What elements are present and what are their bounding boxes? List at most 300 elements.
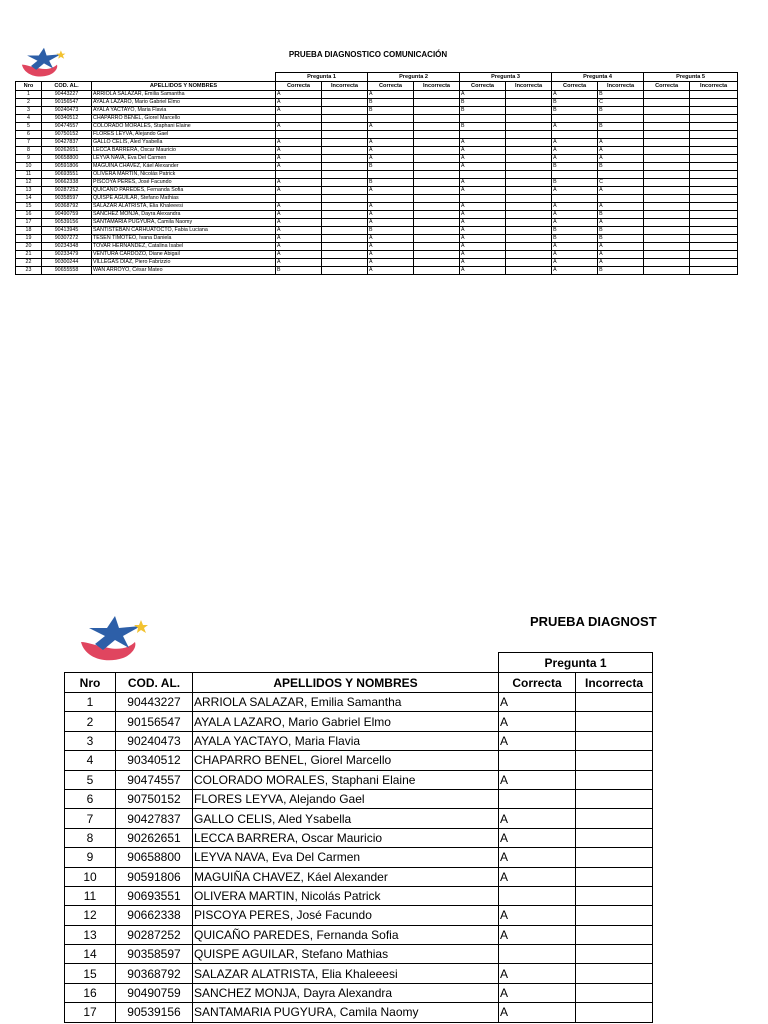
cell-answer: B [552, 99, 598, 107]
cell-nombre: ARRIOLA SALAZAR, Emilia Samantha [92, 91, 276, 99]
cell-answer [276, 115, 322, 123]
cell-answer [644, 235, 690, 243]
cell-answer [690, 123, 738, 131]
header-incorrecta: Incorrecta [598, 82, 644, 91]
cell-answer: A [276, 251, 322, 259]
cell-answer: A [598, 155, 644, 163]
cell-answer [499, 789, 576, 808]
table-row [16, 163, 738, 171]
header-incorrecta: Incorrecta [576, 673, 653, 693]
cell-answer: A [499, 828, 576, 847]
table-row [65, 712, 653, 731]
cell-cod: 90662338 [116, 906, 193, 925]
cell-nro: 13 [16, 187, 42, 195]
cell-answer [506, 99, 552, 107]
cell-nombre: QUISPE AGUILAR, Stefano Mathias [193, 945, 499, 964]
cell-answer [690, 195, 738, 203]
cell-answer [322, 203, 368, 211]
cell-nro: 5 [65, 770, 116, 789]
cell-answer [499, 751, 576, 770]
table-row [16, 235, 738, 243]
table-row [65, 886, 653, 905]
cell-answer [414, 187, 460, 195]
cell-nombre: PISCOYA PERES, José Facundo [92, 179, 276, 187]
cell-answer [576, 983, 653, 1002]
cell-answer: A [552, 203, 598, 211]
cell-answer: A [598, 187, 644, 195]
header-row-columns [65, 673, 653, 693]
cell-nombre: AYALA YACTAYO, Maria Flavia [193, 731, 499, 750]
cell-answer [506, 235, 552, 243]
cell-answer [644, 203, 690, 211]
cell-answer [460, 131, 506, 139]
cell-answer [576, 964, 653, 983]
header-pregunta: Pregunta 3 [460, 73, 552, 82]
cell-nro: 22 [16, 259, 42, 267]
cell-answer [690, 227, 738, 235]
cell-answer [414, 147, 460, 155]
cell-cod: 90591806 [42, 163, 92, 171]
cell-cod: 90427837 [42, 139, 92, 147]
cell-nombre: QUICAÑO PAREDES, Fernanda Sofia [193, 925, 499, 944]
cell-answer [644, 259, 690, 267]
cell-answer: A [499, 848, 576, 867]
cell-cod: 90287252 [116, 925, 193, 944]
cell-cod: 90443227 [116, 693, 193, 712]
cell-cod: 90490759 [116, 983, 193, 1002]
cell-answer [322, 107, 368, 115]
cell-answer [322, 99, 368, 107]
cell-nro: 10 [16, 163, 42, 171]
header-pregunta: Pregunta 5 [644, 73, 738, 82]
cell-answer [322, 147, 368, 155]
header-nombres: APELLIDOS Y NOMBRES [92, 82, 276, 91]
cell-nro: 6 [16, 131, 42, 139]
cell-answer [644, 115, 690, 123]
cell-answer [414, 163, 460, 171]
cell-answer: A [460, 235, 506, 243]
cell-nombre: LEYVA NAVA, Eva Del Carmen [92, 155, 276, 163]
table-row [65, 789, 653, 808]
cell-answer: A [598, 251, 644, 259]
table-row [65, 828, 653, 847]
cell-answer [644, 267, 690, 275]
cell-answer: A [499, 906, 576, 925]
cell-answer [690, 115, 738, 123]
cell-answer: A [552, 267, 598, 275]
cell-answer: A [276, 211, 322, 219]
cell-answer [322, 163, 368, 171]
table-row [65, 906, 653, 925]
cell-answer: A [368, 155, 414, 163]
cell-answer [598, 171, 644, 179]
cell-answer [598, 115, 644, 123]
cell-nombre: FLORES LEYVA, Alejando Gael [193, 789, 499, 808]
header-correcta: Correcta [552, 82, 598, 91]
cell-answer [576, 693, 653, 712]
cell-nombre: MAGUIÑA CHAVEZ, Káel Alexander [193, 867, 499, 886]
cell-answer [690, 211, 738, 219]
cell-nro: 17 [16, 219, 42, 227]
cell-cod: 90474557 [116, 770, 193, 789]
cell-nro: 16 [16, 211, 42, 219]
cell-nombre: VILLEGAS DIAZ, Piero Fabrizzio [92, 259, 276, 267]
cell-cod: 90240473 [116, 731, 193, 750]
table-row [16, 123, 738, 131]
cell-answer: A [499, 925, 576, 944]
table-row [16, 259, 738, 267]
cell-answer [506, 203, 552, 211]
cell-cod: 90693551 [42, 171, 92, 179]
cell-nombre: COLORADO MORALES, Staphani Elaine [193, 770, 499, 789]
cell-answer: A [552, 147, 598, 155]
cell-answer [576, 809, 653, 828]
table-row [16, 195, 738, 203]
cell-cod: 90413945 [42, 227, 92, 235]
cell-cod: 90156547 [116, 712, 193, 731]
cell-nombre: CHAPARRO BENEL, Giorel Marcello [193, 751, 499, 770]
cell-nro: 5 [16, 123, 42, 131]
cell-answer [322, 155, 368, 163]
cell-answer: A [552, 139, 598, 147]
cell-answer: B [368, 99, 414, 107]
cell-answer: B [598, 163, 644, 171]
cell-answer: A [368, 235, 414, 243]
cell-answer [690, 91, 738, 99]
cell-answer: A [598, 203, 644, 211]
cell-answer [414, 251, 460, 259]
cell-answer [644, 163, 690, 171]
sheet-zoom [0, 600, 768, 1024]
cell-nombre: MAGUIÑA CHAVEZ, Káel Alexander [92, 163, 276, 171]
cell-cod: 90750152 [116, 789, 193, 808]
table-row [65, 983, 653, 1002]
cell-nombre: SANTAMARIA PUGYURA, Camila Naomy [193, 1003, 499, 1022]
cell-answer: A [276, 163, 322, 171]
cell-answer: B [552, 107, 598, 115]
cell-answer: A [460, 163, 506, 171]
table-row [65, 770, 653, 789]
cell-answer: A [460, 179, 506, 187]
cell-answer [576, 1003, 653, 1022]
cell-nombre: FLORES LEYVA, Alejando Gael [92, 131, 276, 139]
cell-answer [690, 179, 738, 187]
cell-answer [644, 187, 690, 195]
cell-answer: A [499, 983, 576, 1002]
cell-answer: A [552, 211, 598, 219]
table-row [65, 1003, 653, 1022]
table-row [16, 115, 738, 123]
cell-cod: 90262651 [42, 147, 92, 155]
header-nro: Nro [65, 673, 116, 693]
cell-answer: A [499, 770, 576, 789]
cell-answer: C [598, 99, 644, 107]
cell-nombre: CHAPARRO BENEL, Giorel Marcello [92, 115, 276, 123]
cell-answer [576, 925, 653, 944]
cell-nro: 14 [65, 945, 116, 964]
cell-answer: B [460, 123, 506, 131]
cell-answer [368, 171, 414, 179]
cell-answer [322, 123, 368, 131]
cell-cod: 90490759 [42, 211, 92, 219]
cell-cod: 90234348 [42, 243, 92, 251]
cell-answer: B [552, 227, 598, 235]
cell-answer: A [276, 147, 322, 155]
cell-answer [644, 179, 690, 187]
cell-nombre: WAN ARROYO, César Mateo [92, 267, 276, 275]
cell-answer [414, 91, 460, 99]
cell-cod: 90287252 [42, 187, 92, 195]
cell-cod: 90368792 [42, 203, 92, 211]
cell-answer [598, 131, 644, 139]
cell-answer [322, 115, 368, 123]
cell-nombre: QUICAÑO PAREDES, Fernanda Sofia [92, 187, 276, 195]
cell-answer [506, 123, 552, 131]
cell-answer: A [499, 964, 576, 983]
cell-nombre: TESEN TIMOTEO, Ivana Daniela [92, 235, 276, 243]
header-blank [16, 73, 276, 82]
table-row [16, 179, 738, 187]
cell-answer [414, 99, 460, 107]
cell-answer [414, 139, 460, 147]
cell-answer: A [276, 203, 322, 211]
cell-nro: 23 [16, 267, 42, 275]
cell-answer [414, 107, 460, 115]
header-incorrecta: Incorrecta [414, 82, 460, 91]
cell-answer: B [598, 91, 644, 99]
cell-answer: A [499, 1003, 576, 1022]
cell-answer: A [460, 211, 506, 219]
cell-nro: 11 [65, 886, 116, 905]
cell-answer [460, 115, 506, 123]
cell-answer: A [598, 219, 644, 227]
cell-answer [460, 195, 506, 203]
cell-nro: 8 [16, 147, 42, 155]
cell-answer: A [460, 227, 506, 235]
cell-nro: 15 [16, 203, 42, 211]
cell-cod: 90474557 [42, 123, 92, 131]
cell-answer [506, 187, 552, 195]
cell-nombre: ARRIOLA SALAZAR, Emilia Samantha [193, 693, 499, 712]
cell-nro: 1 [16, 91, 42, 99]
header-row-preguntas [16, 73, 738, 82]
cell-nombre: PISCOYA PERES, José Facundo [193, 906, 499, 925]
cell-answer [322, 139, 368, 147]
cell-cod: 90233479 [42, 251, 92, 259]
cell-answer [506, 211, 552, 219]
cell-answer [322, 243, 368, 251]
cell-answer: A [368, 211, 414, 219]
cell-answer: A [552, 251, 598, 259]
cell-answer [460, 171, 506, 179]
cell-nro: 17 [65, 1003, 116, 1022]
cell-answer [644, 91, 690, 99]
cell-answer: B [598, 211, 644, 219]
table-row [65, 867, 653, 886]
page-title-zoom: PRUEBA DIAGNOST [530, 614, 657, 629]
table-row [16, 267, 738, 275]
cell-nombre: TOVAR HERNANDEZ, Catalina Isabel [92, 243, 276, 251]
cell-cod: 90240473 [42, 107, 92, 115]
cell-answer [690, 243, 738, 251]
cell-cod: 90539156 [116, 1003, 193, 1022]
cell-answer: A [499, 867, 576, 886]
cell-answer [644, 171, 690, 179]
cell-answer [644, 99, 690, 107]
cell-answer [322, 195, 368, 203]
cell-nombre: SANCHEZ MONJA, Dayra Alexandra [92, 211, 276, 219]
cell-answer [690, 107, 738, 115]
cell-answer: A [276, 219, 322, 227]
cell-answer [506, 251, 552, 259]
cell-cod: 90662338 [42, 179, 92, 187]
cell-cod: 90156547 [42, 99, 92, 107]
cell-answer [690, 203, 738, 211]
header-correcta: Correcta [460, 82, 506, 91]
cell-answer [499, 886, 576, 905]
cell-answer: A [460, 203, 506, 211]
cell-answer [414, 123, 460, 131]
cell-answer [322, 171, 368, 179]
cell-nombre: QUISPE AGUILAR, Stefano Mathias [92, 195, 276, 203]
cell-nro: 4 [16, 115, 42, 123]
cell-answer: A [368, 267, 414, 275]
cell-answer: A [368, 187, 414, 195]
table-row [16, 91, 738, 99]
header-nombres: APELLIDOS Y NOMBRES [193, 673, 499, 693]
cell-answer [414, 259, 460, 267]
cell-answer [506, 195, 552, 203]
cell-answer [506, 179, 552, 187]
cell-answer: B [368, 163, 414, 171]
cell-answer [414, 211, 460, 219]
cell-answer: A [460, 219, 506, 227]
header-correcta: Correcta [276, 82, 322, 91]
cell-answer [506, 131, 552, 139]
cell-nro: 9 [65, 848, 116, 867]
cell-nro: 14 [16, 195, 42, 203]
cell-answer [506, 243, 552, 251]
cell-nombre: SANTAMARIA PUGYURA, Camila Naomy [92, 219, 276, 227]
cell-nombre: GALLO CELIS, Aled Ysabella [193, 809, 499, 828]
cell-answer: B [368, 227, 414, 235]
cell-answer [506, 259, 552, 267]
cell-answer [552, 195, 598, 203]
cell-answer [414, 243, 460, 251]
cell-answer [576, 886, 653, 905]
cell-answer [368, 131, 414, 139]
cell-answer [644, 211, 690, 219]
cell-answer [644, 251, 690, 259]
cell-answer: A [368, 91, 414, 99]
cell-answer: A [598, 147, 644, 155]
table-row [16, 155, 738, 163]
cell-nombre: GALLO CELIS, Aled Ysabella [92, 139, 276, 147]
cell-nro: 7 [16, 139, 42, 147]
cell-answer [322, 219, 368, 227]
cell-answer [322, 259, 368, 267]
header-pregunta: Pregunta 1 [276, 73, 368, 82]
cell-nro: 2 [65, 712, 116, 731]
header-correcta: Correcta [368, 82, 414, 91]
cell-nro: 12 [65, 906, 116, 925]
cell-answer [322, 211, 368, 219]
cell-answer [506, 219, 552, 227]
cell-answer [322, 251, 368, 259]
cell-cod: 90427837 [116, 809, 193, 828]
cell-answer: A [276, 123, 322, 131]
cell-nombre: SALAZAR ALATRISTA, Elia Khaleeesi [193, 964, 499, 983]
table-row [16, 243, 738, 251]
cell-nro: 8 [65, 828, 116, 847]
cell-answer [414, 115, 460, 123]
cell-answer: A [460, 267, 506, 275]
cell-cod: 90658800 [116, 848, 193, 867]
cell-answer [414, 203, 460, 211]
cell-answer [690, 155, 738, 163]
cell-answer: A [276, 99, 322, 107]
cell-answer: A [552, 91, 598, 99]
cell-answer [690, 147, 738, 155]
cell-answer: A [552, 155, 598, 163]
cell-answer [576, 906, 653, 925]
cell-cod: 90340512 [116, 751, 193, 770]
cell-nro: 18 [16, 227, 42, 235]
cell-nro: 7 [65, 809, 116, 828]
cell-answer: B [276, 267, 322, 275]
cell-answer [576, 712, 653, 731]
table-row [16, 187, 738, 195]
cell-answer [690, 219, 738, 227]
cell-cod: 90262651 [116, 828, 193, 847]
cell-cod: 90655558 [42, 267, 92, 275]
cell-answer [690, 267, 738, 275]
cell-answer [506, 163, 552, 171]
cell-answer: A [460, 155, 506, 163]
cell-nro: 2 [16, 99, 42, 107]
cell-nro: 3 [16, 107, 42, 115]
table-row [16, 131, 738, 139]
cell-answer [576, 789, 653, 808]
cell-answer: B [552, 235, 598, 243]
cell-answer [414, 235, 460, 243]
table-row [65, 925, 653, 944]
cell-nombre: LECCA BARRERA, Oscar Mauricio [193, 828, 499, 847]
cell-nombre: OLIVERA MARTIN, Nicolás Patrick [193, 886, 499, 905]
cell-answer [552, 171, 598, 179]
table-row [16, 171, 738, 179]
page-title: PRUEBA DIAGNOSTICO COMUNICACIÓN [288, 50, 448, 59]
cell-answer [690, 251, 738, 259]
cell-answer [414, 267, 460, 275]
cell-nombre: SALAZAR ALATRISTA, Elia Khaleeesi [92, 203, 276, 211]
cell-answer: A [598, 139, 644, 147]
cell-answer [552, 131, 598, 139]
cell-answer [322, 131, 368, 139]
cell-answer [506, 115, 552, 123]
header-incorrecta: Incorrecta [506, 82, 552, 91]
header-correcta: Correcta [499, 673, 576, 693]
table-row [65, 945, 653, 964]
table-row [65, 751, 653, 770]
cell-nombre: SANTISTEBAN CARHUATOCTO, Fabia Luciana [92, 227, 276, 235]
cell-answer [322, 187, 368, 195]
cell-cod: 90307272 [42, 235, 92, 243]
header-cod: COD. AL. [116, 673, 193, 693]
cell-answer [690, 171, 738, 179]
cell-answer [506, 139, 552, 147]
cell-cod: 90368792 [116, 964, 193, 983]
